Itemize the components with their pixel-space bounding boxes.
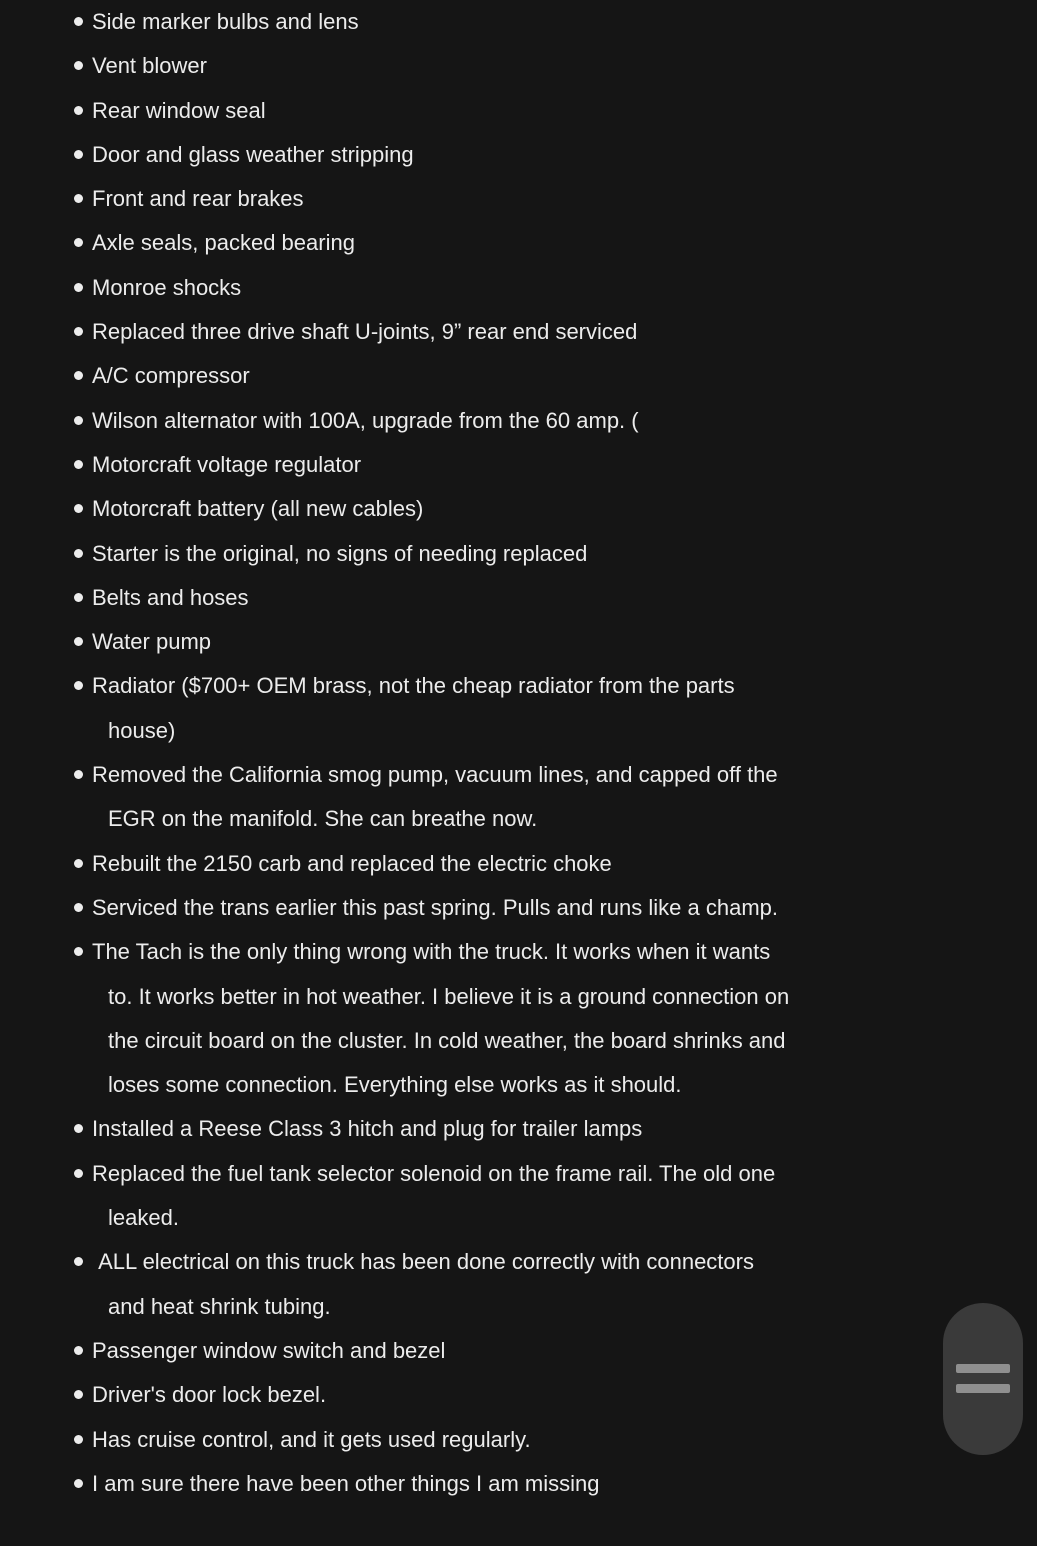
bullet-dot-icon — [74, 371, 83, 380]
bullet-dot-icon — [74, 637, 83, 646]
bullet-dot-icon — [74, 1169, 83, 1178]
list-item — [0, 576, 1037, 620]
list-item — [0, 753, 1037, 842]
list-item-line: Motorcraft voltage regulator — [92, 451, 362, 477]
list-item — [0, 1240, 1037, 1329]
list-item-line: Radiator ($700+ OEM brass, not the cheap radiator from the parts — [92, 673, 735, 699]
list-item — [0, 354, 1037, 398]
list-item-line: EGR on the manifold. She can breathe now. — [108, 806, 538, 832]
list-item-line: A/C compressor — [92, 363, 250, 389]
list-item — [0, 532, 1037, 576]
list-item — [0, 310, 1037, 354]
list-item-line: Driver's door lock bezel. — [92, 1382, 327, 1408]
bullet-dot-icon — [74, 194, 83, 203]
list-item — [0, 886, 1037, 930]
list-item-line: the circuit board on the cluster. In cold weather, the board shrinks and — [108, 1027, 786, 1053]
list-item — [0, 1152, 1037, 1241]
list-item-line: Installed a Reese Class 3 hitch and plug for trailer lamps — [92, 1116, 643, 1142]
bullet-dot-icon — [74, 504, 83, 513]
list-item — [0, 44, 1037, 88]
list-item — [0, 177, 1037, 221]
bullet-dot-icon — [74, 593, 83, 602]
bullet-dot-icon — [74, 327, 83, 336]
list-item — [0, 842, 1037, 886]
list-item-line: Has cruise control, and it gets used regularly. — [92, 1426, 531, 1452]
list-item-line: Axle seals, packed bearing — [92, 230, 355, 256]
list-item-line: Front and rear brakes — [92, 186, 304, 212]
list-item-line: ALL electrical on this truck has been done correctly with connectors — [92, 1249, 754, 1275]
list-item-line: Rear window seal — [92, 97, 266, 123]
list-item — [0, 487, 1037, 531]
drag-handle-icon — [956, 1384, 1010, 1393]
list-item — [0, 1418, 1037, 1462]
list-item — [0, 89, 1037, 133]
list-item-line: Belts and hoses — [92, 584, 249, 610]
list-item — [0, 1329, 1037, 1373]
drag-handle-icon — [956, 1364, 1010, 1373]
list-item-line: Water pump — [92, 629, 212, 655]
list-item — [0, 1107, 1037, 1151]
list-item — [0, 266, 1037, 310]
list-item-line: I am sure there have been other things I am missing — [92, 1470, 600, 1496]
list-item — [0, 399, 1037, 443]
list-item-line: Replaced the fuel tank selector solenoid on the frame rail. The old one — [92, 1160, 776, 1186]
bullet-dot-icon — [74, 681, 83, 690]
list-item-line: and heat shrink tubing. — [108, 1293, 331, 1319]
list-item-line: Vent blower — [92, 53, 207, 79]
bullet-dot-icon — [74, 17, 83, 26]
bullet-dot-icon — [74, 903, 83, 912]
bullet-dot-icon — [74, 1257, 83, 1266]
bullet-dot-icon — [74, 416, 83, 425]
list-item-line: Passenger window switch and bezel — [92, 1337, 446, 1363]
bullet-dot-icon — [74, 61, 83, 70]
list-item-line: house) — [108, 717, 176, 743]
bullet-dot-icon — [74, 1346, 83, 1355]
bullet-dot-icon — [74, 1435, 83, 1444]
list-item-line: Rebuilt the 2150 carb and replaced the electric choke — [92, 850, 612, 876]
list-item-line: Motorcraft battery (all new cables) — [92, 496, 424, 522]
bullet-dot-icon — [74, 1124, 83, 1133]
list-item — [0, 1373, 1037, 1417]
list-item-line: Side marker bulbs and lens — [92, 9, 359, 34]
bullet-dot-icon — [74, 1479, 83, 1488]
list-item-line: Wilson alternator with 100A, upgrade from the 60 amp. ( — [92, 407, 639, 433]
list-item — [0, 221, 1037, 265]
bullet-dot-icon — [74, 106, 83, 115]
list-item — [0, 620, 1037, 664]
bullet-dot-icon — [74, 460, 83, 469]
list-item — [0, 0, 1037, 44]
list-item-line: Door and glass weather stripping — [92, 141, 414, 167]
list-item — [0, 664, 1037, 753]
bullet-dot-icon — [74, 283, 83, 292]
list-item-line: Starter is the original, no signs of needing replaced — [92, 540, 588, 566]
scroll-drag-handle[interactable] — [943, 1303, 1023, 1455]
list-item-line: The Tach is the only thing wrong with the truck. It works when it wants — [92, 939, 771, 965]
bullet-dot-icon — [74, 770, 83, 779]
list-item-line: to. It works better in hot weather. I believe it is a ground connection on — [108, 983, 790, 1009]
list-item-line: loses some connection. Everything else works as it should. — [108, 1072, 682, 1098]
list-item — [0, 133, 1037, 177]
bullet-dot-icon — [74, 238, 83, 247]
bullet-dot-icon — [74, 947, 83, 956]
bullet-dot-icon — [74, 1390, 83, 1399]
bullet-dot-icon — [74, 859, 83, 868]
bullet-dot-icon — [74, 150, 83, 159]
list-item-line: Replaced three drive shaft U-joints, 9” rear end serviced — [92, 319, 638, 345]
list-item-line: leaked. — [108, 1205, 179, 1231]
list-item — [0, 443, 1037, 487]
list-item-line: Serviced the trans earlier this past spring. Pulls and runs like a champ. — [92, 894, 778, 920]
list-item — [0, 930, 1037, 1107]
list-item — [0, 1462, 1037, 1506]
list-item-line: Removed the California smog pump, vacuum lines, and capped off the — [92, 762, 778, 788]
list-item-line: Monroe shocks — [92, 274, 242, 300]
bullet-dot-icon — [74, 549, 83, 558]
